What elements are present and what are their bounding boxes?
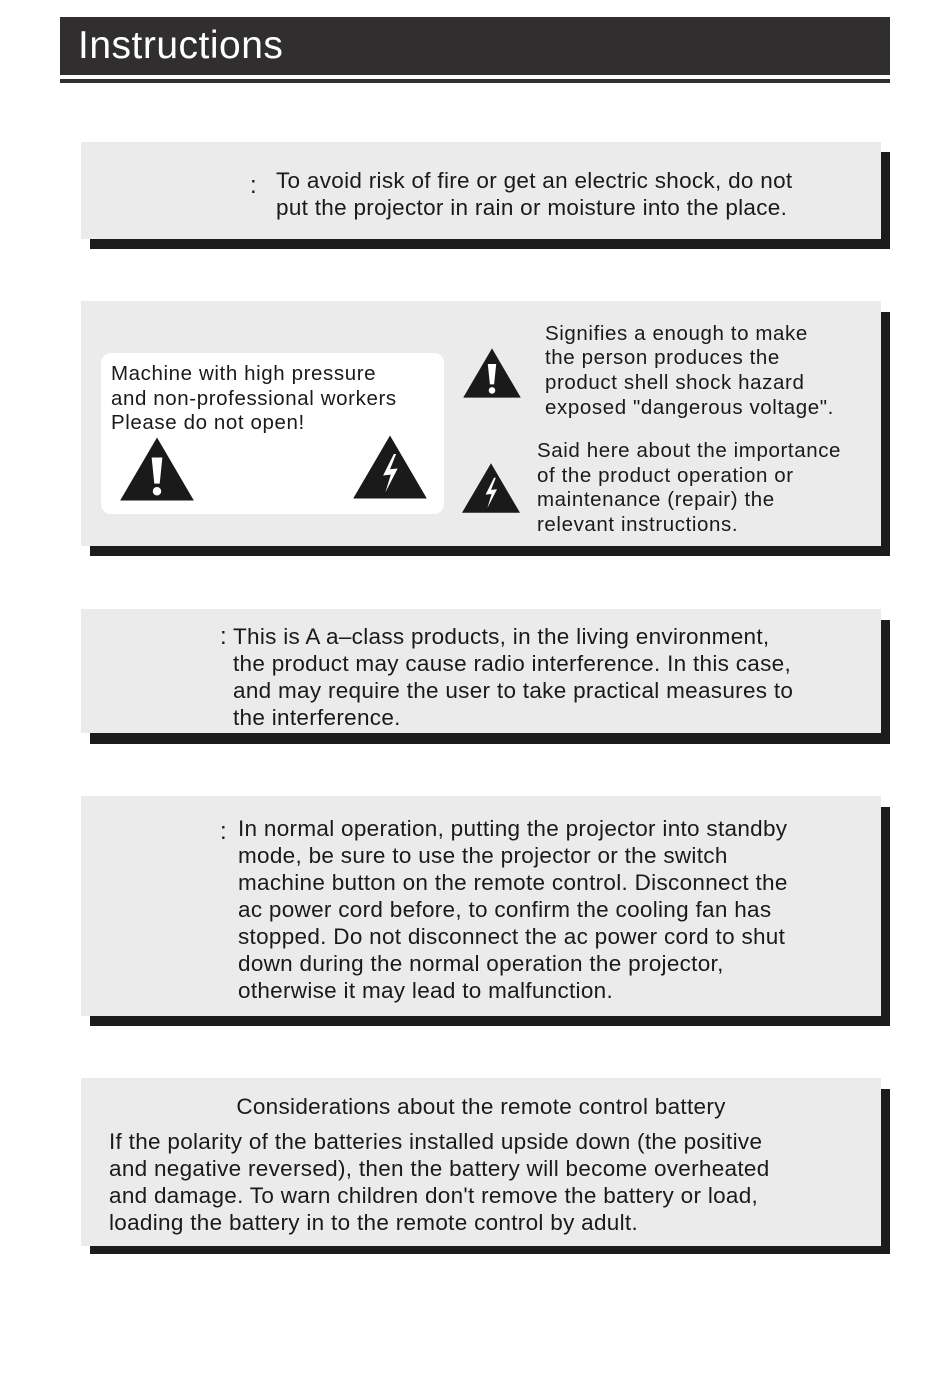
warning-label-line-3: Please do not open! <box>111 411 305 434</box>
radio-note-line-4: the interference. <box>233 705 401 730</box>
header-rule <box>60 79 890 83</box>
warning-lightning-icon <box>346 434 434 500</box>
standby-note-line-4: ac power cord before, to confirm the cooling fan has <box>238 897 772 922</box>
standby-note-line-7: otherwise it may lead to malfunction. <box>238 978 614 1003</box>
warning-label-line-2: and non-professional workers <box>111 387 397 410</box>
page-header <box>60 17 890 75</box>
battery-note-line-3: and damage. To warn children don't remove the battery or load, <box>109 1183 759 1208</box>
page-title: Instructions <box>78 24 284 67</box>
maintenance-note-line-1: Said here about the importance <box>537 439 842 462</box>
warning-label-line-1: Machine with high pressure <box>111 362 377 385</box>
fire-warning-line-1: To avoid risk of fire or get an electric shock, do not <box>276 168 793 193</box>
standby-note-line-6: down during the normal operation the projector, <box>238 951 724 976</box>
voltage-note-line-2: the person produces the <box>545 346 780 369</box>
colon-mark: : <box>220 818 227 845</box>
battery-note-line-1: If the polarity of the batteries installed upside down (the positive <box>109 1129 763 1154</box>
voltage-note-line-4: exposed "dangerous voltage". <box>545 396 834 419</box>
standby-note-line-5: stopped. Do not disconnect the ac power cord to shut <box>238 924 786 949</box>
fire-warning-line-2: put the projector in rain or moisture into the place. <box>276 195 788 220</box>
radio-note-line-3: and may require the user to take practical measures to <box>233 678 794 703</box>
radio-note-line-1: This is A a–class products, in the living environment, <box>233 624 770 649</box>
colon-mark: : <box>220 623 227 650</box>
standby-note-line-3: machine button on the remote control. Disconnect the <box>238 870 788 895</box>
maintenance-note-line-3: maintenance (repair) the <box>537 488 775 511</box>
battery-heading: Considerations about the remote control battery <box>236 1094 726 1119</box>
maintenance-note-line-4: relevant instructions. <box>537 513 739 536</box>
standby-note-line-2: mode, be sure to use the projector or the switch <box>238 843 728 868</box>
warning-exclamation-icon <box>462 347 522 399</box>
maintenance-note-line-2: of the product operation or <box>537 464 794 487</box>
battery-note-line-4: loading the battery in to the remote control by adult. <box>109 1210 639 1235</box>
warning-exclamation-icon <box>113 436 201 502</box>
colon-mark: : <box>250 172 257 199</box>
battery-note-line-2: and negative reversed), then the battery will become overheated <box>109 1156 770 1181</box>
voltage-note-line-3: product shell shock hazard <box>545 371 805 394</box>
radio-note-line-2: the product may cause radio interference. In this case, <box>233 651 792 676</box>
warning-lightning-icon <box>460 462 522 514</box>
standby-note-line-1: In normal operation, putting the projector into standby <box>238 816 788 841</box>
voltage-note-line-1: Signifies a enough to make <box>545 322 808 345</box>
